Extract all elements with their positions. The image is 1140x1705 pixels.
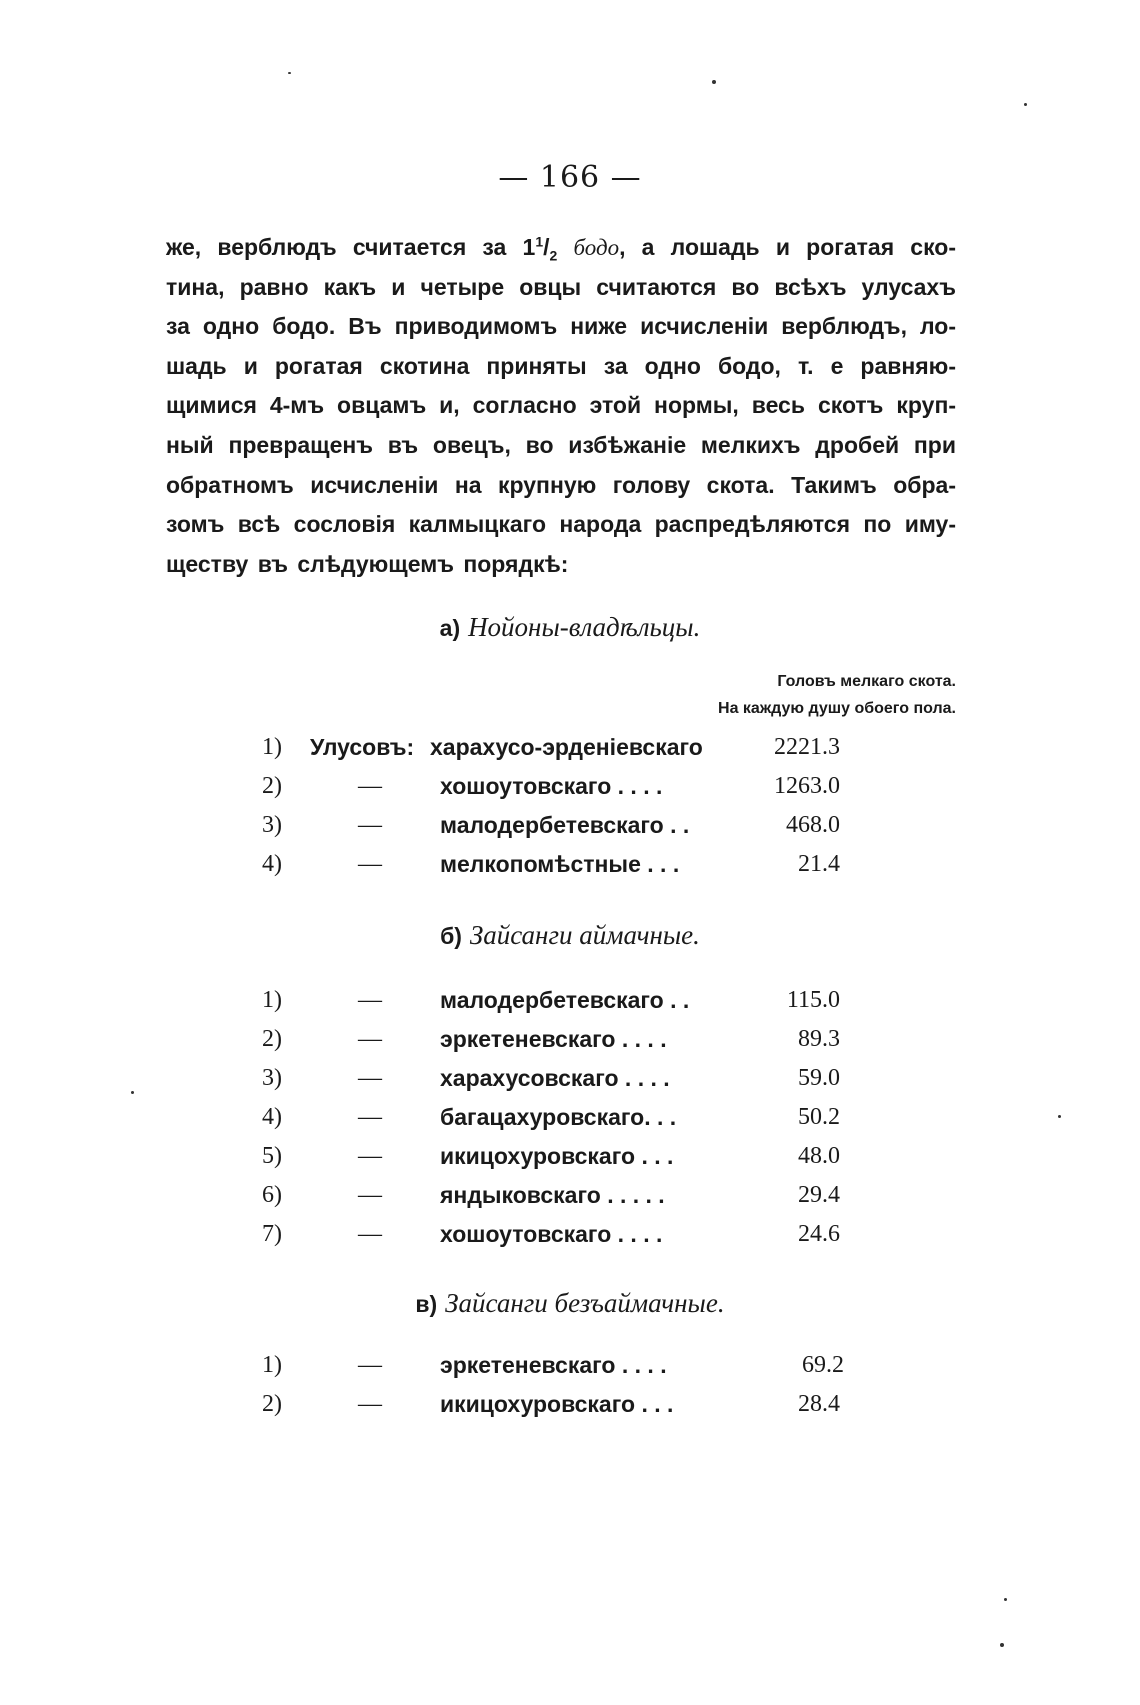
column-header-line-2: На каждую душу обоего пола.	[718, 700, 956, 717]
body-paragraph	[166, 228, 956, 584]
row-value: 28.4	[798, 1391, 840, 1417]
scan-speck	[131, 1091, 134, 1094]
row-name: харахусовскаго . . . .	[440, 1065, 670, 1091]
table-row	[0, 981, 1140, 1019]
scan-speck	[1058, 1115, 1061, 1118]
table-row	[0, 767, 1140, 805]
scan-speck	[1004, 1598, 1007, 1601]
row-number: 5)	[262, 1143, 282, 1169]
row-number: 1)	[262, 1352, 282, 1378]
row-name: эркетеневскаго . . . .	[440, 1026, 667, 1052]
paragraph-line-9: ществу въ слѣдующемъ порядкѣ:	[166, 550, 569, 577]
section-letter: в)	[415, 1291, 438, 1317]
row-name: яндыковскаго . . . . .	[440, 1182, 665, 1208]
row-dash: —	[358, 987, 382, 1013]
row-dash: —	[358, 1065, 382, 1091]
row-value: 21.4	[798, 851, 840, 877]
row-value: 89.3	[798, 1026, 840, 1052]
section-letter: а)	[439, 615, 461, 641]
bodo-term: бодо	[573, 235, 620, 260]
row-name: малодербетевскаго . .	[440, 812, 690, 838]
scan-speck	[712, 80, 716, 84]
row-name: малодербетевскаго . .	[440, 987, 690, 1013]
row-number: 2)	[262, 773, 282, 799]
row-number: 4)	[262, 851, 282, 877]
row-number: 6)	[262, 1182, 282, 1208]
section-title: Зайсанги безъаймачные.	[445, 1288, 725, 1318]
row-name: эркетеневскаго . . . .	[440, 1352, 667, 1378]
row-number: 3)	[262, 1065, 282, 1091]
row-name: багацахуровскаго. . .	[440, 1104, 677, 1130]
section-c-heading	[0, 1288, 1140, 1319]
table-row	[0, 1059, 1140, 1097]
page-number: — 166 —	[498, 160, 642, 195]
section-letter: б)	[440, 923, 462, 949]
row-name: икицохуровскаго . . .	[440, 1391, 674, 1417]
row-value: 24.6	[798, 1221, 840, 1247]
row-value: 48.0	[798, 1143, 840, 1169]
row-dash: —	[358, 773, 382, 799]
row-value: 29.4	[798, 1182, 840, 1208]
row-name: мелкопомѣстные . . .	[440, 851, 680, 877]
table-row	[0, 845, 1140, 883]
row-dash: —	[358, 1391, 382, 1417]
row-dash: —	[358, 851, 382, 877]
row-value: 2221.3	[774, 734, 840, 760]
row-dash: —	[358, 812, 382, 838]
row-number: 1)	[262, 734, 282, 760]
row-dash: —	[358, 1221, 382, 1247]
paragraph-line-8: зомъ всѣ сословія калмыцкаго народа распредѣляются по иму-	[166, 511, 956, 538]
row-name: икицохуровскаго . . .	[440, 1143, 674, 1169]
row-dash: —	[358, 1182, 382, 1208]
paragraph-line-6: ный превращенъ въ овецъ, во избѣжаніе мелкихъ дробей при	[166, 431, 956, 458]
row-number: 1)	[262, 987, 282, 1013]
row-number: 3)	[262, 812, 282, 838]
row-number: 4)	[262, 1104, 282, 1130]
row-value: 59.0	[798, 1065, 840, 1091]
section-title: Зайсанги аймачные.	[469, 920, 700, 950]
table-row	[0, 1176, 1140, 1214]
row-value: 468.0	[786, 812, 840, 838]
column-header-line-1: Головъ мелкаго скота.	[777, 673, 956, 690]
table-row	[0, 1137, 1140, 1175]
row-number: 7)	[262, 1221, 282, 1247]
paragraph-line-2: тина, равно какъ и четыре овцы считаются во всѣхъ улусахъ	[166, 273, 956, 300]
table-row	[0, 728, 1140, 766]
scan-speck	[1000, 1643, 1004, 1647]
row-name: харахусо-эрденіевскаго	[430, 734, 703, 760]
table-row	[0, 1346, 1140, 1384]
table-row	[0, 1020, 1140, 1058]
row-number: 2)	[262, 1391, 282, 1417]
row-value: 1263.0	[774, 773, 840, 799]
paragraph-line-4: шадь и рогатая скотина приняты за одно бодо, т. е равняю-	[166, 352, 956, 379]
row-dash: —	[358, 1026, 382, 1052]
paragraph-line-7: обратномъ исчисленіи на крупную голову скота. Такимъ обра-	[166, 471, 956, 498]
row-number: 2)	[262, 1026, 282, 1052]
section-b-heading	[0, 920, 1140, 951]
row-value: 50.2	[798, 1104, 840, 1130]
paragraph-line-1: же, верблюдъ считается за $1^1/_2$ бодо, а лошадь и рогатая ско-	[166, 233, 957, 264]
row-value: 115.0	[786, 987, 840, 1013]
table-row	[0, 1385, 1140, 1423]
table-row	[0, 1215, 1140, 1253]
row-dash: —	[358, 1352, 382, 1378]
paragraph-line-3: за одно бодо. Въ приводимомъ ниже исчисленіи верблюдъ, ло-	[166, 313, 956, 340]
row-name: хошоутовскаго . . . .	[440, 1221, 663, 1247]
section-a-heading	[0, 612, 1140, 643]
row-dash: —	[358, 1143, 382, 1169]
scan-speck	[1024, 103, 1027, 106]
row-name: хошоутовскаго . . . .	[440, 773, 663, 799]
row-dash: —	[358, 1104, 382, 1130]
paragraph-line-5: щимися 4-мъ овцамъ и, согласно этой нормы, весь скотъ круп-	[166, 392, 956, 419]
column-header	[718, 668, 956, 722]
table-row	[0, 1098, 1140, 1136]
row-value: 69.2	[802, 1352, 844, 1378]
section-title: Нойоны-владѣльцы.	[468, 612, 701, 642]
table-row	[0, 806, 1140, 844]
scan-speck	[288, 72, 291, 74]
row-prefix: Улусовъ:	[310, 734, 415, 760]
